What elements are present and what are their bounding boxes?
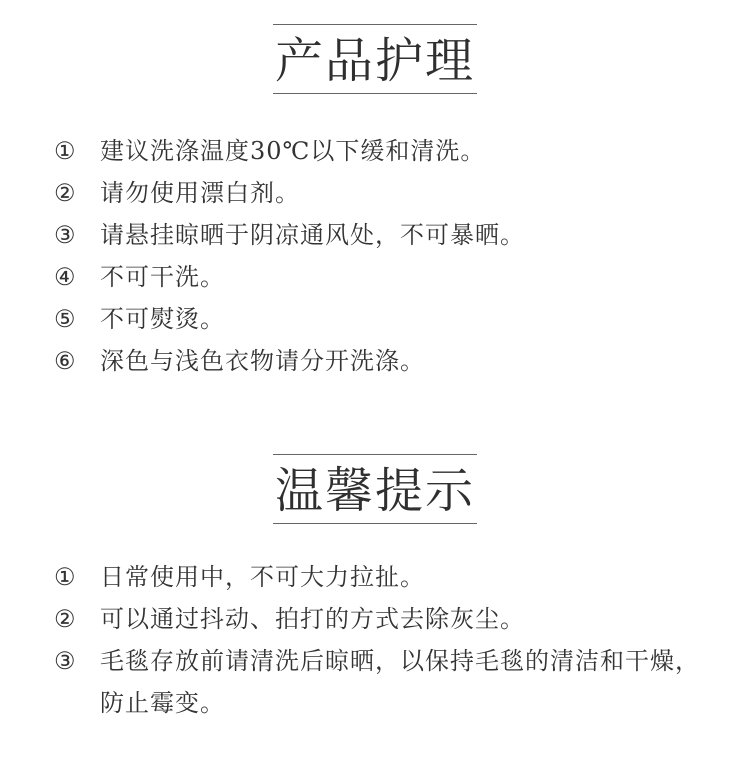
care-item-6	[54, 340, 714, 382]
care-item-2	[54, 172, 714, 214]
care-item-2-text: 请勿使用漂白剂。	[100, 179, 300, 207]
care-item-4-number: ④	[54, 263, 77, 291]
tips-item-2-number: ②	[54, 605, 77, 633]
care-item-6-number: ⑥	[54, 347, 77, 375]
tips-item-3-number: ③	[54, 647, 77, 675]
tips-item-1-number: ①	[54, 563, 77, 591]
tips-section	[0, 450, 750, 770]
tips-item-2-text: 可以通过抖动、拍打的方式去除灰尘。	[100, 605, 525, 633]
care-item-5	[54, 298, 714, 340]
tips-title: 温馨提示	[273, 454, 477, 524]
care-item-3-text: 请悬挂晾晒于阴凉通风处，不可暴晒。	[100, 221, 525, 249]
tips-item-1	[54, 556, 714, 598]
tips-list	[54, 556, 714, 724]
tips-title-wrap	[0, 454, 750, 524]
care-item-1	[54, 130, 714, 172]
care-item-4-text: 不可干洗。	[100, 263, 225, 291]
care-item-5-text: 不可熨烫。	[100, 305, 225, 333]
care-title-wrap	[0, 24, 750, 94]
care-item-3-number: ③	[54, 221, 77, 249]
care-item-2-number: ②	[54, 179, 77, 207]
care-list	[54, 130, 714, 382]
care-item-1-text: 建议洗涤温度30℃以下缓和清洗。	[100, 137, 486, 165]
care-item-1-number: ①	[54, 137, 77, 165]
care-item-3	[54, 214, 714, 256]
tips-item-3-text: 毛毯存放前请清洗后晾晒，以保持毛毯的清洁和干燥，防止霉变。	[100, 647, 700, 717]
tips-item-3	[54, 640, 714, 724]
care-title: 产品护理	[273, 24, 477, 94]
care-item-4	[54, 256, 714, 298]
care-item-5-number: ⑤	[54, 305, 77, 333]
tips-item-1-text: 日常使用中，不可大力拉扯。	[100, 563, 425, 591]
care-item-6-text: 深色与浅色衣物请分开洗涤。	[100, 347, 425, 375]
tips-item-2	[54, 598, 714, 640]
